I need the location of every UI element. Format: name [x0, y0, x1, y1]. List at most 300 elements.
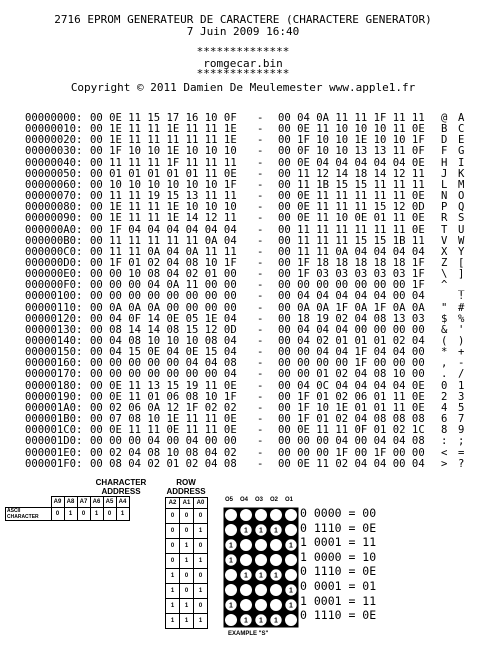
- hex-bytes-right: 00 1F 01 02 04 08 08 08: [278, 413, 425, 426]
- binary-line: 0 1110 = 0E: [300, 564, 377, 579]
- dot-bit-label: 1: [289, 542, 293, 550]
- ascii-char-left: V: [441, 234, 448, 247]
- hex-bytes-right: 00 04 02 01 01 01 02 04: [278, 335, 425, 347]
- output-bit-header: O1: [285, 497, 294, 503]
- char-bit-value: 1: [116, 508, 129, 521]
- hex-bytes-left: 00 10 10 10 10 10 10 1F: [90, 178, 237, 191]
- hex-bytes-left: 00 00 00 04 00 04 00 00: [90, 435, 237, 448]
- ascii-char-left: &: [441, 323, 448, 336]
- ascii-char-left: N: [441, 190, 448, 203]
- ascii-char-left: \: [441, 268, 448, 281]
- hex-bytes-right: 00 00 04 04 1F 04 04 00: [278, 346, 425, 359]
- hex-address: 00000170:: [25, 368, 83, 381]
- hex-bytes-left: 00 04 0F 14 0E 05 1E 04: [90, 312, 237, 325]
- binary-line: 0 1110 = 0E: [300, 608, 377, 623]
- hex-separator: -: [257, 457, 264, 470]
- char-bit-value: 1: [90, 508, 103, 521]
- hex-bytes-left: 00 00 00 00 00 00 00 00: [90, 290, 237, 303]
- dot-bit-label: 1: [259, 572, 263, 580]
- hex-separator: -: [257, 156, 264, 169]
- row-bit: 0: [166, 524, 180, 539]
- hex-bytes-left: 00 1F 10 10 1E 10 10 10: [90, 145, 237, 158]
- ascii-char-right: I: [458, 156, 465, 169]
- dot-bit-label: 1: [274, 617, 278, 625]
- ascii-char-left: $: [441, 312, 448, 325]
- ascii-char-right: U: [458, 223, 465, 236]
- hex-bytes-left: 00 0A 0A 0A 00 00 00 00: [90, 301, 237, 314]
- ascii-char-right: 1: [458, 379, 465, 392]
- row-address-title-line2: ADDRESS: [166, 487, 206, 496]
- row-bit: 0: [194, 539, 208, 554]
- dot-bit-label: 1: [259, 527, 263, 535]
- hex-separator: -: [257, 357, 264, 370]
- dot-bit-label: 1: [274, 527, 278, 535]
- hex-bytes-left: 00 1E 11 11 1E 14 12 11: [90, 212, 237, 225]
- ascii-char-right: Y: [458, 245, 465, 258]
- binary-line: 0 0001 = 01: [300, 579, 377, 593]
- hex-address: 00000080:: [25, 201, 83, 214]
- ascii-char-left: 2: [441, 390, 448, 403]
- row-bit-header: A0: [194, 498, 208, 509]
- hex-separator: -: [257, 279, 264, 292]
- row-bit: 1: [194, 584, 208, 599]
- row-bit-header: A1: [180, 498, 194, 509]
- ascii-char-left: <: [441, 446, 448, 459]
- ascii-char-right: M: [458, 178, 465, 191]
- hex-separator: -: [257, 323, 264, 336]
- char-bit-header: A6: [90, 497, 103, 508]
- row-bit: 0: [180, 569, 194, 584]
- hex-bytes-right: 00 04 0C 04 04 04 04 0E: [278, 379, 425, 392]
- ascii-label-line2: CHARACTER: [7, 514, 39, 520]
- hex-bytes-left: 00 08 04 02 01 02 04 08: [90, 457, 237, 470]
- ascii-char-left: 6: [441, 413, 448, 426]
- dot-bit-label: 1: [274, 572, 278, 580]
- hex-bytes-left: 00 0E 11 13 15 19 11 0E: [90, 379, 237, 392]
- ascii-char-right: ]: [458, 268, 465, 281]
- ascii-char-right: _: [458, 279, 465, 292]
- binary-line: 1 0000 = 10: [300, 549, 377, 564]
- row-bit: 0: [166, 509, 180, 524]
- hex-address: 000001C0:: [25, 424, 83, 437]
- ascii-char-right: ?: [458, 457, 465, 470]
- ascii-char-right: O: [458, 190, 465, 203]
- hex-separator: -: [257, 167, 264, 180]
- hex-address: 000000E0:: [25, 268, 83, 281]
- row-bit: 0: [194, 569, 208, 584]
- ascii-char-left: 8: [441, 424, 448, 437]
- hex-address: 00000090:: [25, 212, 83, 225]
- hex-bytes-left: 00 11 11 11 1F 11 11 11: [90, 156, 237, 169]
- row-bit: 1: [180, 599, 194, 614]
- row-address-table: [165, 497, 208, 629]
- hex-bytes-left: 00 1E 11 11 1E 10 10 10: [90, 201, 237, 214]
- hex-bytes-left: 00 1E 11 11 1E 11 11 1E: [90, 123, 237, 136]
- output-bit-header: O3: [255, 497, 264, 503]
- dot-off: [225, 509, 237, 521]
- hex-separator: -: [257, 424, 264, 437]
- ascii-char-right: !: [458, 290, 465, 303]
- hex-bytes-left: 00 11 11 0A 04 0A 11 11: [90, 245, 237, 258]
- binary-line: 0 0000 = 00: [300, 506, 377, 520]
- ascii-char-left: *: [441, 346, 448, 359]
- document-title: 2716 EPROM GENERATEUR DE CARACTERE (CHARACTERE GENERATOR): [54, 13, 432, 26]
- hex-bytes-right: 00 00 00 00 1F 00 00 00: [278, 357, 425, 370]
- hex-address: 000000C0:: [25, 245, 83, 258]
- hex-bytes-right: 00 00 00 00 00 00 00 1F: [278, 279, 425, 292]
- hex-separator: -: [257, 290, 264, 303]
- hex-bytes-right: 00 0E 11 11 11 15 12 0D: [278, 201, 425, 214]
- hex-address: 00000060:: [25, 178, 83, 191]
- char-bit-header: A8: [64, 497, 77, 508]
- hex-address: 000001E0:: [25, 446, 83, 459]
- hex-address: 00000110:: [25, 301, 83, 314]
- dot-bit-label: 1: [244, 617, 248, 625]
- hex-bytes-right: 00 0E 11 10 10 10 11 0E: [278, 123, 425, 136]
- hex-bytes-right: 00 0A 0A 1F 0A 1F 0A 0A: [278, 301, 425, 314]
- ascii-char-right: E: [458, 134, 465, 147]
- dot-bit-label: 1: [244, 527, 248, 535]
- hex-bytes-left: 00 0E 11 01 06 08 10 1F: [90, 390, 237, 403]
- char-address-corner: [6, 497, 52, 508]
- hex-bytes-left: 00 00 00 00 00 00 00 04: [90, 368, 237, 381]
- dot-off: [285, 509, 297, 521]
- hex-separator: -: [257, 190, 264, 203]
- hex-bytes-right: 00 04 04 04 04 04 00 04: [278, 290, 425, 303]
- binary-line: 1 0001 = 11: [300, 593, 377, 608]
- dot-off: [270, 554, 282, 566]
- hex-address: 000001F0:: [25, 457, 83, 470]
- hex-address: 00000180:: [25, 379, 83, 392]
- ascii-char-left: R: [441, 212, 448, 225]
- char-bit-value: 0: [77, 508, 90, 521]
- char-address-title-line1: CHARACTER: [95, 478, 147, 487]
- document-date: 7 Juin 2009 16:40: [186, 25, 300, 38]
- hex-bytes-right: 00 0E 11 10 0E 01 11 0E: [278, 212, 425, 225]
- ascii-char-right: ): [458, 335, 465, 347]
- row-bit: 1: [166, 614, 180, 629]
- dot-off: [285, 614, 297, 626]
- hex-separator: -: [257, 245, 264, 258]
- hex-address: 00000020:: [25, 134, 83, 147]
- dot-off: [285, 569, 297, 581]
- ascii-char-left: .: [441, 368, 448, 381]
- row-bit: 0: [194, 599, 208, 614]
- hex-separator: -: [257, 145, 264, 158]
- ascii-char-right: 3: [458, 390, 465, 403]
- output-bit-header: O5: [225, 497, 234, 503]
- hex-bytes-left: 00 01 01 01 01 01 11 0E: [90, 167, 237, 180]
- ascii-char-left: 0: [441, 379, 448, 392]
- hex-bytes-left: 00 02 04 08 10 08 04 02: [90, 446, 237, 459]
- hex-bytes-left: 00 00 10 08 04 02 01 00: [90, 268, 237, 281]
- binary-line: 0 1110 = 0E: [300, 520, 377, 535]
- dot-bit-label: 1: [244, 572, 248, 580]
- char-address-title-line2: ADDRESS: [101, 487, 141, 496]
- hex-bytes-right: 00 11 11 11 11 11 11 0E: [278, 223, 425, 236]
- ascii-char-right: K: [458, 167, 465, 180]
- hex-bytes-left: 00 07 08 10 1E 11 11 0E: [90, 413, 237, 426]
- hex-address: 000001B0:: [25, 413, 83, 426]
- ascii-char-right: [: [458, 256, 465, 269]
- hex-separator: -: [257, 346, 264, 359]
- hex-bytes-left: 00 1F 01 02 04 08 10 1F: [90, 256, 237, 269]
- ascii-char-left: :: [441, 435, 448, 448]
- ascii-char-right: 9: [458, 424, 465, 437]
- row-bit: 0: [166, 539, 180, 554]
- char-bit-value: 1: [64, 508, 77, 521]
- ascii-char-left: X: [441, 245, 448, 258]
- hex-bytes-right: 00 0E 11 11 11 11 11 0E: [278, 190, 425, 203]
- dot-off: [270, 509, 282, 521]
- hex-separator: -: [257, 134, 264, 147]
- hex-separator: -: [257, 112, 264, 124]
- row-bit: 1: [166, 599, 180, 614]
- hex-separator: -: [257, 256, 264, 269]
- ascii-char-right: W: [458, 234, 465, 247]
- hex-address: 000001D0:: [25, 435, 83, 448]
- hex-separator: -: [257, 201, 264, 214]
- row-bit: 1: [194, 554, 208, 569]
- hex-separator: -: [257, 123, 264, 136]
- ascii-char-right: =: [458, 446, 465, 459]
- hex-bytes-left: 00 11 11 19 15 13 11 11: [90, 190, 237, 203]
- hex-bytes-right: 00 1F 10 10 1E 10 10 1F: [278, 134, 425, 147]
- dot-bit-label: 1: [229, 557, 233, 565]
- dot-matrix-grid: [223, 507, 299, 630]
- hex-address: 000001A0:: [25, 401, 83, 414]
- ascii-char-right: -: [458, 357, 465, 370]
- ascii-char-right: 5: [458, 401, 465, 414]
- ascii-char-left: @: [441, 112, 448, 124]
- row-bit: 1: [194, 614, 208, 629]
- ascii-char-left: J: [441, 167, 448, 180]
- hex-bytes-right: 00 18 19 02 04 08 13 03: [278, 312, 425, 325]
- ascii-char-right: G: [458, 145, 465, 158]
- dot-off: [255, 584, 267, 596]
- hex-separator: -: [257, 435, 264, 448]
- char-bit-header: A4: [116, 497, 129, 508]
- hex-address: 00000130:: [25, 323, 83, 336]
- hex-bytes-left: 00 00 00 04 0A 11 00 00: [90, 279, 237, 292]
- hex-separator: -: [257, 379, 264, 392]
- row-bit: 1: [194, 524, 208, 539]
- hex-bytes-right: 00 1F 10 1E 01 01 11 0E: [278, 401, 425, 414]
- binary-line: 1 0001 = 11: [300, 535, 377, 550]
- hex-address: 00000040:: [25, 156, 83, 169]
- output-bit-header: O2: [270, 497, 279, 503]
- hex-address: 000000F0:: [25, 279, 83, 292]
- row-bit: 1: [180, 539, 194, 554]
- output-bit-header: O4: [240, 497, 249, 503]
- ascii-char-left: 4: [441, 401, 448, 414]
- dot-off: [240, 509, 252, 521]
- hex-separator: -: [257, 390, 264, 403]
- hex-separator: -: [257, 268, 264, 281]
- hex-bytes-right: 00 0E 11 11 0F 01 02 1C: [278, 424, 425, 437]
- dot-bit-label: 1: [229, 542, 233, 550]
- ascii-char-right: ': [458, 323, 465, 336]
- dot-off: [255, 599, 267, 611]
- ascii-char-left: ,: [441, 357, 448, 370]
- hex-separator: -: [257, 413, 264, 426]
- ascii-char-left: T: [441, 223, 448, 236]
- ascii-char-left: (: [441, 335, 448, 347]
- hex-address: 000000D0:: [25, 256, 83, 269]
- hex-address: 00000160:: [25, 357, 83, 370]
- hex-separator: -: [257, 234, 264, 247]
- hex-address: 00000050:: [25, 167, 83, 180]
- ascii-char-left: Z: [441, 256, 448, 269]
- hex-bytes-left: 00 08 14 14 08 15 12 0D: [90, 323, 237, 336]
- char-address-title: [86, 478, 156, 496]
- dot-off: [225, 584, 237, 596]
- hex-bytes-right: 00 1F 01 02 06 01 11 0E: [278, 390, 425, 403]
- hex-address: 000000B0:: [25, 234, 83, 247]
- hex-bytes-right: 00 0E 11 02 04 04 00 04: [278, 457, 425, 470]
- char-bit-header: A9: [51, 497, 64, 508]
- hex-separator: -: [257, 335, 264, 347]
- row-bit: 0: [166, 554, 180, 569]
- ascii-char-right: A: [458, 112, 465, 124]
- hex-bytes-left: 00 1E 11 11 11 11 11 1E: [90, 134, 237, 147]
- dot-bit-label: 1: [289, 602, 293, 610]
- hex-address: 00000070:: [25, 190, 83, 203]
- hex-bytes-right: 00 00 00 04 00 04 04 08: [278, 435, 425, 448]
- row-address-title: [158, 478, 214, 496]
- dot-off: [240, 584, 252, 596]
- hex-bytes-right: 00 00 01 02 04 08 10 00: [278, 368, 425, 381]
- hex-address: 00000100:: [25, 290, 83, 303]
- hex-bytes-left: 00 0E 11 11 0E 11 11 0E: [90, 424, 237, 437]
- hex-bytes-right: 00 1F 03 03 03 03 03 1F: [278, 268, 425, 281]
- hex-bytes-right: 00 04 0A 11 11 1F 11 11: [278, 112, 425, 124]
- hex-bytes-left: 00 0E 11 15 17 16 10 0F: [90, 112, 237, 124]
- ascii-char-right: S: [458, 212, 465, 225]
- hex-separator: -: [257, 223, 264, 236]
- ascii-char-right: %: [458, 312, 465, 325]
- dot-bit-label: 1: [259, 617, 263, 625]
- hex-separator: -: [257, 212, 264, 225]
- hex-bytes-right: 00 11 1B 15 15 11 11 11: [278, 178, 425, 191]
- dot-off: [240, 599, 252, 611]
- ascii-char-right: Q: [458, 201, 465, 214]
- file-name: romgecar.bin: [203, 57, 283, 70]
- hex-address: 00000000:: [25, 112, 83, 124]
- stars-top: **************: [196, 45, 290, 58]
- hex-address: 00000010:: [25, 123, 83, 136]
- ascii-char-right: +: [458, 346, 465, 359]
- ascii-char-left: F: [441, 145, 448, 158]
- hex-bytes-left: 00 02 06 0A 12 1F 02 02: [90, 401, 237, 414]
- hex-bytes-left: 00 04 08 10 10 10 08 04: [90, 335, 237, 347]
- hex-separator: -: [257, 401, 264, 414]
- hex-separator: -: [257, 178, 264, 191]
- hex-address: 00000120:: [25, 312, 83, 325]
- dot-bit-label: 1: [289, 587, 293, 595]
- char-address-table: [5, 496, 130, 521]
- dot-off: [225, 524, 237, 536]
- hex-bytes-left: 00 11 11 11 11 11 0A 04: [90, 234, 237, 247]
- dot-off: [285, 524, 297, 536]
- stars-bottom: **************: [196, 67, 290, 80]
- ascii-character-label: [6, 508, 52, 521]
- ascii-char-left: ^: [441, 279, 448, 292]
- dot-off: [225, 614, 237, 626]
- row-bit: 0: [194, 509, 208, 524]
- ascii-char-right: C: [458, 123, 465, 136]
- dot-off: [270, 599, 282, 611]
- example-caption: EXAMPLE "S": [228, 631, 269, 637]
- ascii-char-left: D: [441, 134, 448, 147]
- row-bit: 0: [180, 509, 194, 524]
- hex-bytes-left: 00 04 15 0E 04 0E 15 04: [90, 346, 237, 359]
- hex-bytes-right: 00 0F 10 10 13 13 11 0F: [278, 145, 425, 158]
- hex-separator: -: [257, 368, 264, 381]
- hex-address: 000000A0:: [25, 223, 83, 236]
- char-bit-value: 0: [103, 508, 116, 521]
- copyright-line: Copyright © 2011 Damien De Meulemester www.apple1.fr: [70, 81, 416, 94]
- hex-address: 00000030:: [25, 145, 83, 158]
- ascii-char-left: B: [441, 123, 448, 136]
- hex-bytes-right: 00 11 11 11 15 15 1B 11: [278, 234, 425, 247]
- hex-bytes-right: 00 11 12 14 18 14 12 11: [278, 167, 425, 180]
- dot-off: [255, 539, 267, 551]
- row-bit: 0: [180, 584, 194, 599]
- dot-off: [255, 554, 267, 566]
- hex-separator: -: [257, 446, 264, 459]
- hex-bytes-right: 00 1F 18 18 18 18 18 1F: [278, 256, 425, 269]
- hex-address: 00000140:: [25, 335, 83, 347]
- row-bit: 1: [180, 614, 194, 629]
- hex-separator: -: [257, 301, 264, 314]
- dot-off: [285, 554, 297, 566]
- dot-off: [225, 569, 237, 581]
- ascii-char-left: L: [441, 178, 448, 191]
- hex-bytes-left: 00 1F 04 04 04 04 04 04: [90, 223, 237, 236]
- hex-bytes-right: 00 0E 04 04 04 04 04 0E: [278, 156, 425, 169]
- row-bit: 1: [180, 554, 194, 569]
- ascii-char-right: #: [458, 301, 465, 314]
- row-bit: 1: [166, 569, 180, 584]
- hex-bytes-right: 00 11 11 0A 04 04 04 04: [278, 245, 425, 258]
- row-bit-header: A2: [166, 498, 180, 509]
- dot-off: [255, 509, 267, 521]
- dot-off: [240, 554, 252, 566]
- dot-bit-label: 1: [229, 602, 233, 610]
- ascii-char-left: P: [441, 201, 448, 214]
- row-bit: 1: [166, 584, 180, 599]
- ascii-char-right: /: [458, 368, 465, 381]
- char-bit-header: A7: [77, 497, 90, 508]
- hex-separator: -: [257, 312, 264, 325]
- ascii-char-right: ;: [458, 435, 465, 448]
- ascii-label-line1: ASCII: [7, 508, 21, 514]
- char-bit-header: A5: [103, 497, 116, 508]
- row-bit: 0: [180, 524, 194, 539]
- char-bit-value: 0: [51, 508, 64, 521]
- hex-bytes-right: 00 04 04 04 00 00 00 00: [278, 323, 425, 336]
- dot-off: [270, 539, 282, 551]
- ascii-char-left: H: [441, 156, 448, 169]
- dot-off: [240, 539, 252, 551]
- output-bit-headers: [223, 497, 298, 507]
- dot-off: [270, 584, 282, 596]
- ascii-char-left: >: [441, 457, 448, 470]
- ascii-char-left: ": [441, 301, 448, 314]
- hex-address: 00000150:: [25, 346, 83, 359]
- ascii-char-right: 7: [458, 413, 465, 426]
